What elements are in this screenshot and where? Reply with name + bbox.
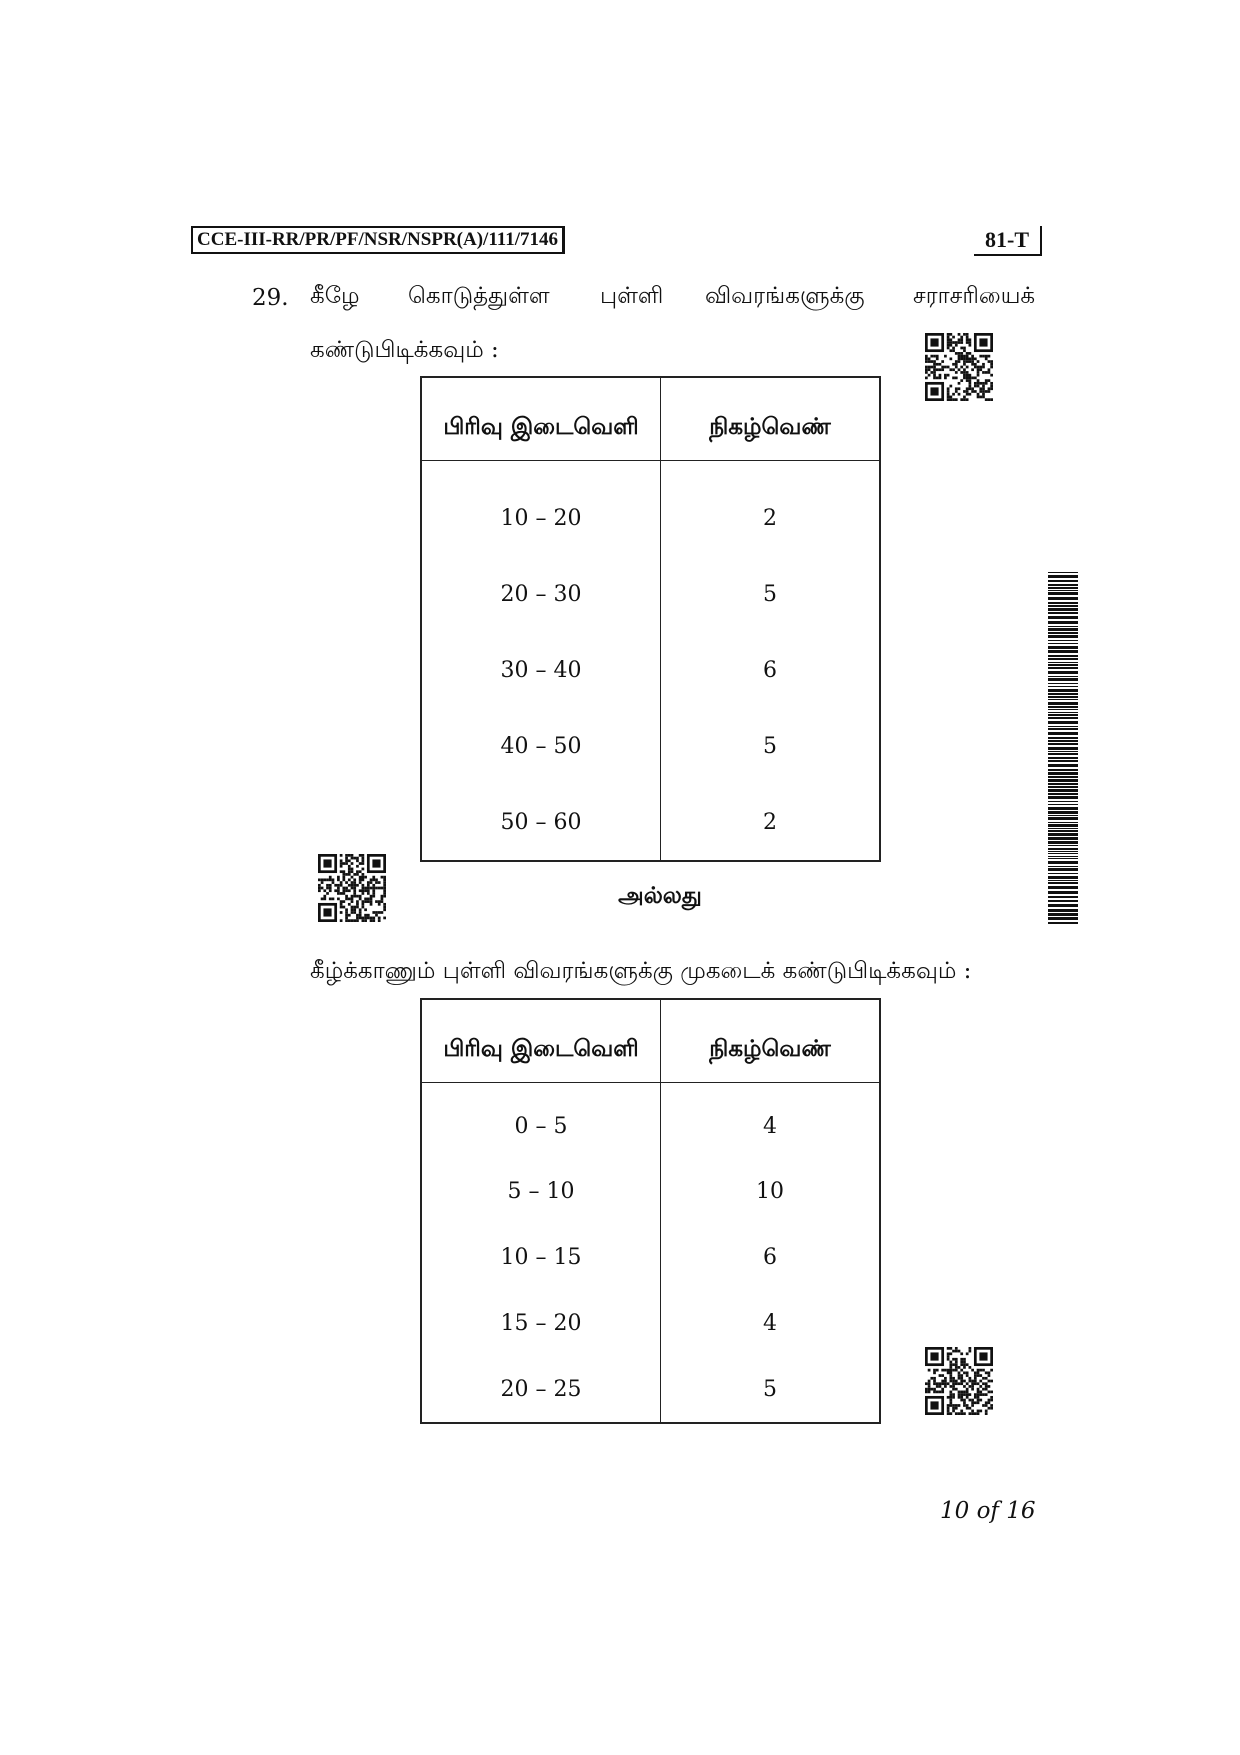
question-word: புள்ளி [600, 283, 664, 309]
frequency-cell: 2 [763, 809, 777, 835]
question-word: விவரங்களுக்கு [705, 283, 865, 309]
table-row [421, 708, 880, 784]
column-header-frequency: நிகழ்வெண் [661, 999, 881, 1082]
frequency-table-mode [420, 998, 881, 1424]
table-row [421, 632, 880, 708]
frequency-table-mean [420, 376, 881, 862]
frequency-cell: 6 [763, 657, 777, 683]
alternative-question: கீழ்க்காணும் புள்ளி விவரங்களுக்கு முகடைக் கண்டுபிடிக்கவும் : [310, 958, 972, 984]
table-row [421, 460, 880, 556]
question-word: கீழே [310, 283, 360, 309]
class-interval-cell: 15 – 20 [421, 1290, 661, 1356]
table-row [421, 1158, 880, 1224]
class-interval-cell: 30 – 40 [421, 632, 661, 708]
or-label: அல்லது [618, 882, 702, 909]
page-number: 10 of 16 [940, 1498, 1036, 1524]
paper-code: 81-T [974, 226, 1042, 256]
table-row [421, 1082, 880, 1158]
table-row [421, 1356, 880, 1423]
table-row [421, 1290, 880, 1356]
frequency-cell: 6 [763, 1244, 777, 1270]
qr-code [925, 1347, 993, 1415]
column-header-frequency: நிகழ்வெண் [661, 377, 881, 460]
frequency-cell: 4 [763, 1114, 777, 1140]
class-interval-cell: 0 – 5 [421, 1082, 661, 1158]
frequency-cell: 5 [763, 581, 777, 607]
frequency-cell: 10 [756, 1178, 784, 1204]
class-interval-cell: 5 – 10 [421, 1158, 661, 1224]
class-interval-cell: 20 – 25 [421, 1356, 661, 1423]
table-row [421, 1224, 880, 1290]
column-header-class-interval: பிரிவு இடைவெளி [421, 377, 661, 460]
frequency-cell: 5 [763, 733, 777, 759]
class-interval-cell: 20 – 30 [421, 556, 661, 632]
table-row [421, 784, 880, 861]
question-word: சராசரியைக் [913, 283, 1036, 309]
class-interval-cell: 10 – 15 [421, 1224, 661, 1290]
question-line-2: கண்டுபிடிக்கவும் : [310, 337, 499, 363]
frequency-cell: 5 [763, 1376, 777, 1402]
frequency-cell: 4 [763, 1310, 777, 1336]
class-interval-cell: 10 – 20 [421, 460, 661, 556]
class-interval-cell: 40 – 50 [421, 708, 661, 784]
question-word: கொடுத்துள்ள [408, 283, 550, 309]
frequency-cell: 2 [763, 506, 777, 532]
class-interval-cell: 50 – 60 [421, 784, 661, 861]
table-row [421, 556, 880, 632]
column-header-class-interval: பிரிவு இடைவெளி [421, 999, 661, 1082]
exam-code: CCE-III-RR/PR/PF/NSR/NSPR(A)/111/7146 [191, 226, 565, 254]
qr-code [925, 333, 993, 401]
question-number: 29. [252, 285, 289, 311]
barcode [1048, 572, 1078, 924]
